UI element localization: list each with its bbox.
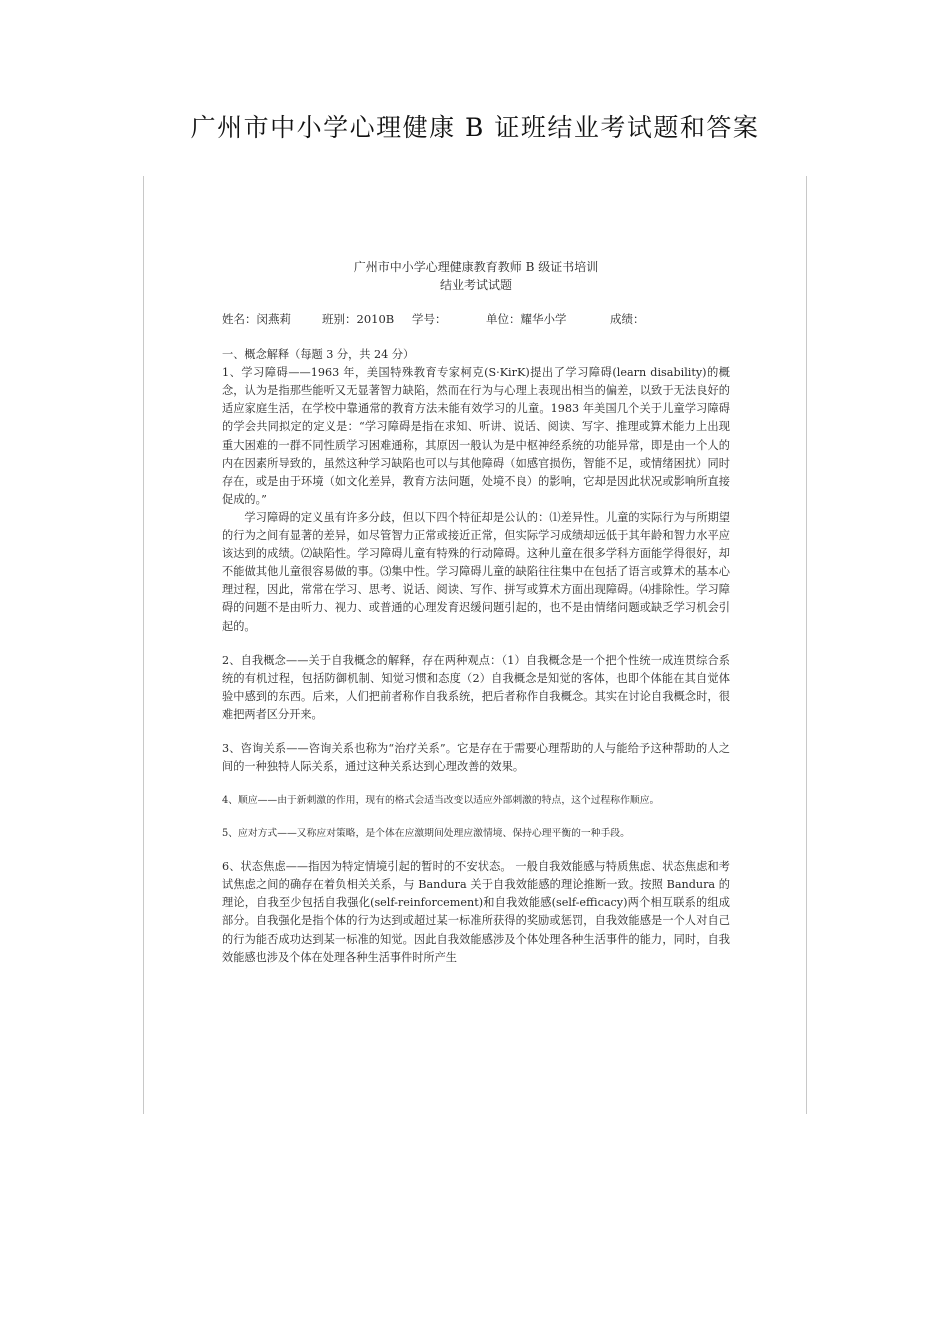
student-name: 姓名：闵燕莉 bbox=[222, 312, 291, 326]
student-class: 班别：2010B bbox=[322, 312, 395, 326]
student-score: 成绩： bbox=[610, 312, 645, 326]
page-frame-left-border bbox=[143, 176, 144, 1114]
answer-1-paragraph-1: 1、学习障碍——1963 年，美国特殊教育专家柯克(S·KirK)提出了学习障碍(learn disability)的概念，认为是指那些能听又无显著智力缺陷，然而在行为与心理上表现出相当的偏差，以致于无法良好的适应家庭生活，在学校中靠通常的教育方法未能有效学习的儿童。1983 年美国几个关于儿童学习障碍的学会共同拟定的定义是：“学习障碍是指在求知、听讲、说话、阅读、写字、推理或算术能力上出现重大困难的一群不同性质学习困难通称，其原因一般认为是中枢神经系统的功能异常，即是由一个人的内在因素所导致的，虽然这种学习缺陷也可以与其他障碍（如感官损伤，智能不足，或情绪困扰）同时存在，或是由于环境（如文化差异，教育方法问题，处境不良）的影响，它却是因此状况或影响所直接促成的。” bbox=[222, 366, 730, 506]
answer-3: 3、咨询关系——咨询关系也称为“治疗关系”。它是存在于需要心理帮助的人与能给予这种帮助的人之间的一种独特人际关系，通过这种关系达到心理改善的效果。 bbox=[222, 741, 730, 774]
page-title: 广州市中小学心理健康 B 证班结业考试题和答案 bbox=[190, 113, 760, 142]
answer-2: 2、自我概念——关于自我概念的解释，存在两种观点：（1）自我概念是一个把个性统一成连贯综合系统的有机过程，包括防御机制、知觉习惯和态度（2）自我概念是知觉的客体，也即个体能在其自觉体验中感到的东西。后来，人们把前者称作自我系统，把后者称作自我概念。其实在讨论自我概念时，很难把两者区分开来。 bbox=[222, 653, 730, 721]
answer-6: 6、状态焦虑——指因为特定情境引起的暂时的不安状态。 一般自我效能感与特质焦虑、状态焦虑和考试焦虑之间的确存在着负相关关系，与 Bandura 关于自我效能感的理论推断一致。按照 Bandura 的理论，自我至少包括自我强化(self-reinforcement)和自我效能感(self-efficacy)两个相互联系的组成部分。自我强化是指个体的行为达到或超过某一标准所获得的奖励或惩罚，自我效能感是一个人对自己的行为能否成功达到某一标准的知觉。因此自我效能感涉及个体处理各种生活事件的能力，同时，自我效能感也涉及个体在处理各种生活事件时所产生 bbox=[222, 860, 730, 964]
exam-sheet bbox=[222, 258, 730, 967]
student-info-row bbox=[222, 310, 730, 328]
page-frame-right-border bbox=[806, 176, 807, 1114]
exam-title-line1: 广州市中小学心理健康教育教师 B 级证书培训 bbox=[353, 260, 599, 274]
section-heading: 一、概念解释（每题 3 分，共 24 分） bbox=[222, 348, 415, 362]
answer-5: 5、应对方式——又称应对策略，是个体在应激期间处理应激情境、保持心理平衡的一种手段。 bbox=[222, 828, 630, 840]
exam-title bbox=[222, 258, 730, 294]
answer-1-paragraph-2: 学习障碍的定义虽有许多分歧，但以下四个特征却是公认的：⑴差异性。儿童的实际行为与所期望的行为之间有显著的差异，如尽管智力正常或接近正常，但实际学习成绩却远低于其年龄和智力水平应该达到的成绩。⑵缺陷性。学习障碍儿童有特殊的行动障碍。这种儿童在很多学科方面能学得很好，却不能做其他儿童很容易做的事。⑶集中性。学习障碍儿童的缺陷往往集中在包括了语言或算术的基本心理过程，因此，常常在学习、思考、说话、阅读、写作、拼写或算术方面出现障碍。⑷排除性。学习障碍的问题不是由听力、视力、或普通的心理发育迟缓问题引起的，也不是由情绪问题或缺乏学习机会引起的。 bbox=[222, 510, 730, 633]
answer-4: 4、顺应——由于新刺激的作用，现有的格式会适当改变以适应外部刺激的特点，这个过程称作顺应。 bbox=[222, 795, 660, 807]
student-unit: 单位：耀华小学 bbox=[486, 312, 567, 326]
exam-title-line2: 结业考试试题 bbox=[439, 278, 512, 292]
student-number: 学号： bbox=[412, 312, 447, 326]
